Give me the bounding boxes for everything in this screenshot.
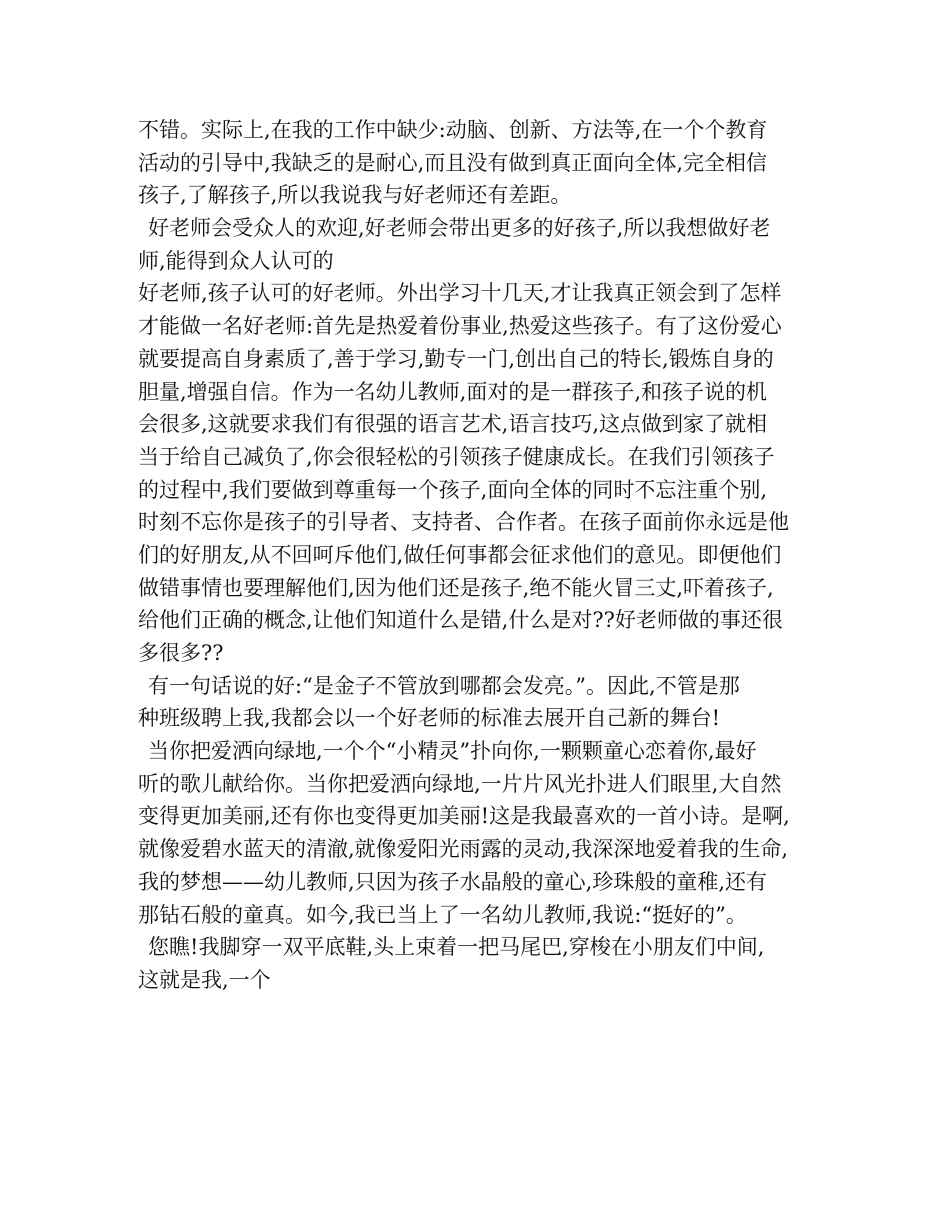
text-line: 就要提高自身素质了,善于学习,勤专一门,创出自己的特长,锻炼自身的 — [138, 346, 774, 371]
text-line: 做错事情也要理解他们,因为他们还是孩子,绝不能火冒三丈,吓着孩子, — [138, 575, 774, 600]
text-line: 胆量,增强自信。作为一名幼儿教师,面对的是一群孩子,和孩子说的机 — [138, 379, 768, 404]
text-line: 的过程中,我们要做到尊重每一个孩子,面向全体的同时不忘注重个别, — [138, 477, 768, 502]
text-line: 听的歌儿献给你。当你把爱洒向绿地,一片片风光扑进人们眼里,大自然 — [138, 771, 782, 796]
text-line: 好老师,孩子认可的好老师。外出学习十几天,才让我真正领会到了怎样 — [138, 281, 782, 306]
text-line: 活动的引导中,我缺乏的是耐心,而且没有做到真正面向全体,完全相信 — [138, 150, 768, 175]
text-line: 不错。实际上,在我的工作中缺少:动脑、创新、方法等,在一个个教育 — [138, 118, 768, 142]
document-body-text — [138, 114, 818, 997]
text-line: 这就是我,一个 — [138, 967, 271, 992]
text-line: 有一句话说的好:“是金子不管放到哪都会发亮。”。因此,不管是那 — [148, 673, 740, 698]
text-line: 变得更加美丽,还有你也变得更加美丽!这是我最喜欢的一首小诗。是啊, — [138, 804, 790, 829]
text-line: 给他们正确的概念,让他们知道什么是错,什么是对??好老师做的事还很 — [138, 608, 783, 633]
text-line: 多很多?? — [138, 641, 224, 665]
text-line: 我的梦想——幼儿教师,只因为孩子水晶般的童心,珍珠般的童稚,还有 — [138, 869, 768, 894]
text-line: 当你把爱洒向绿地,一个个“小精灵”扑向你,一颗颗童心恋着你,最好 — [148, 739, 757, 764]
text-line: 会很多,这就要求我们有很强的语言艺术,语言技巧,这点做到家了就相 — [138, 412, 768, 437]
text-line: 好老师会受众人的欢迎,好老师会带出更多的好孩子,所以我想做好老 — [148, 216, 771, 241]
text-line: 您瞧!我脚穿一双平底鞋,头上束着一把马尾巴,穿梭在小朋友们中间, — [148, 935, 765, 960]
text-line: 种班级聘上我,我都会以一个好老师的标准去展开自己新的舞台! — [138, 706, 721, 731]
text-line: 那钻石般的童真。如今,我已当上了一名幼儿教师,我说:“挺好的”。 — [138, 902, 747, 927]
text-line: 当于给自己减负了,你会很轻松的引领孩子健康成长。在我们引领孩子 — [138, 444, 775, 469]
text-line: 孩子,了解孩子,所以我说我与好老师还有差距。 — [138, 183, 572, 208]
text-line: 就像爱碧水蓝天的清澈,就像爱阳光雨露的灵动,我深深地爱着我的生命, — [138, 837, 789, 862]
text-line: 师,能得到众人认可的 — [138, 248, 334, 273]
text-line: 才能做一名好老师:首先是热爱着份事业,热爱这些孩子。有了这份爱心 — [138, 314, 782, 339]
text-line: 们的好朋友,从不回呵斥他们,做任何事都会征求他们的意见。即便他们 — [138, 542, 782, 567]
text-line: 时刻不忘你是孩子的引导者、支持者、合作者。在孩子面前你永远是他 — [138, 510, 789, 535]
